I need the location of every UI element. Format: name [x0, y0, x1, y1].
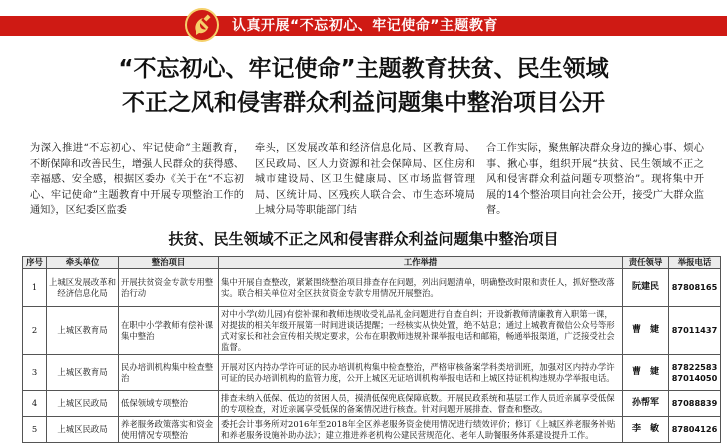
row-measures: 排查未纳入低保、低边的贫困人员，摸清低保兜底保障底数。开展民政系统和基层工作人员近亲属享受低保的专项检查，对近亲属享受低保的备案情况进行核查。针对问题开展排查、督查和整改。 [219, 391, 623, 417]
intro-column-1: 为深入推进“不忘初心、牢记使命”主题教育，不断保障和改善民生，增强人民群众的获得感、幸福感、安全感，根据区委办《关于在“不忘初心、牢记使命”主题教育中开展专项整治工作的通知》，区纪委区监委 [30, 143, 244, 216]
row-phone [669, 417, 721, 443]
row-no: 1 [23, 269, 47, 307]
table-row [23, 417, 721, 443]
table-title: 扶贫、民生领域不正之风和侵害群众利益问题集中整治项目 [168, 230, 559, 248]
row-leader: 孙帮军 [623, 391, 669, 417]
table-row [23, 307, 721, 355]
row-no: 4 [23, 391, 47, 417]
phone-number: 87011437 [671, 325, 718, 335]
phone-number: 87014050 [671, 372, 718, 383]
banner-title: 认真开展“不忘初心、牢记使命”主题教育 [232, 18, 498, 34]
headline [0, 54, 727, 118]
row-phone [669, 269, 721, 307]
table-row [23, 391, 721, 417]
intro-column-3: 合工作实际，聚焦解决群众身边的操心事、烦心事、揪心事，组织开展“扶贫、民生领域不正之风和侵害群众利益问题专项整治”。现将集中开展的14个整治项目向社会公开，接受广大群众监督。 [486, 143, 704, 216]
party-emblem-icon [185, 8, 219, 42]
row-project: 在职中小学教师有偿补课集中整治 [119, 307, 219, 355]
header-no: 序号 [23, 257, 47, 269]
row-dept: 上城区民政局 [47, 417, 119, 443]
header-phone: 举报电话 [669, 257, 721, 269]
row-dept: 上城区教育局 [47, 355, 119, 391]
theme-banner [0, 8, 727, 44]
row-dept: 上城区发展改革和经济信息化局 [47, 269, 119, 307]
table-row [23, 355, 721, 391]
row-project: 开展扶贫资金专款专用整治行动 [119, 269, 219, 307]
row-dept: 上城区教育局 [47, 307, 119, 355]
row-measures: 开展对区内持办学许可证的民办培训机构集中检查整治，严格审核备案学科类培训班，加强对区内持办学许可证的民办培训机构的监管力度，公开上城区无证培训机构举报电话和上城区持证机构违规办学举报电话。 [219, 355, 623, 391]
header-measures: 工作举措 [219, 257, 623, 269]
phone-number: 87808165 [671, 282, 718, 292]
table-header-row [23, 257, 721, 269]
phone-number: 87804126 [671, 424, 718, 434]
row-leader: 阮建民 [623, 269, 669, 307]
row-phone [669, 391, 721, 417]
row-project: 民办培训机构集中检查整治 [119, 355, 219, 391]
row-project: 养老服务政策落实和资金使用情况专项整治 [119, 417, 219, 443]
row-leader: 李 敏 [623, 417, 669, 443]
row-phone [669, 355, 721, 391]
row-measures: 集中开展自查整改，紧紧围绕整治项目排查存在问题，列出问题清单，明确整改时限和责任人，抓好整改落实。联合相关单位对全区扶贫资金专款专用情况开展整治。 [219, 269, 623, 307]
row-no: 3 [23, 355, 47, 391]
row-dept: 上城区民政局 [47, 391, 119, 417]
hammer-sickle-icon [191, 14, 213, 36]
table-row [23, 269, 721, 307]
header-leader: 责任领导 [623, 257, 669, 269]
phone-number: 87822583 [671, 361, 718, 372]
row-no: 2 [23, 307, 47, 355]
headline-line-2: 不正之风和侵害群众利益问题集中整治项目公开 [122, 90, 605, 116]
headline-line-1: “不忘初心、牢记使命”主题教育扶贫、民生领域 [118, 56, 609, 82]
phone-number: 87088839 [671, 398, 718, 408]
header-project: 整治项目 [119, 257, 219, 269]
row-leader: 曹 婕 [623, 355, 669, 391]
row-measures: 对中小学(幼儿园)有偿补课和教师违规收受礼品礼金问题进行自查自纠；开设新教师清廉教育入职第一课，对提拔的相关年级开展第一时间进谈话提醒；一经核实从快处置，绝不姑息；通过上城教育微信公众号等形式对家长和社会宣传相关规定要求，公布在职教师违规补课举报电话和邮箱，畅通举报渠道，广泛接受社会监督。 [219, 307, 623, 355]
row-leader: 曹 婕 [623, 307, 669, 355]
row-no: 5 [23, 417, 47, 443]
intro-column-2: 牵头，区发展改革和经济信息化局、区教育局、区民政局、区人力资源和社会保障局、区住房和城市建设局、区卫生健康局、区市场监督管理局、区统计局、区残疾人联合会、市生态环境局上城分局等职能部门结 [255, 143, 475, 216]
row-phone [669, 307, 721, 355]
header-dept: 牵头单位 [47, 257, 119, 269]
row-measures: 委托会计事务所对2016年至2018年全区养老服务资金使用情况进行绩效评价；修订《上城区养老服务补贴和养老服务设施补助办法》；建立推进养老机构公建民营规范化、老年人助餐服务体系建设提升工作。 [219, 417, 623, 443]
project-table [22, 256, 721, 443]
row-project: 低保领域专项整治 [119, 391, 219, 417]
